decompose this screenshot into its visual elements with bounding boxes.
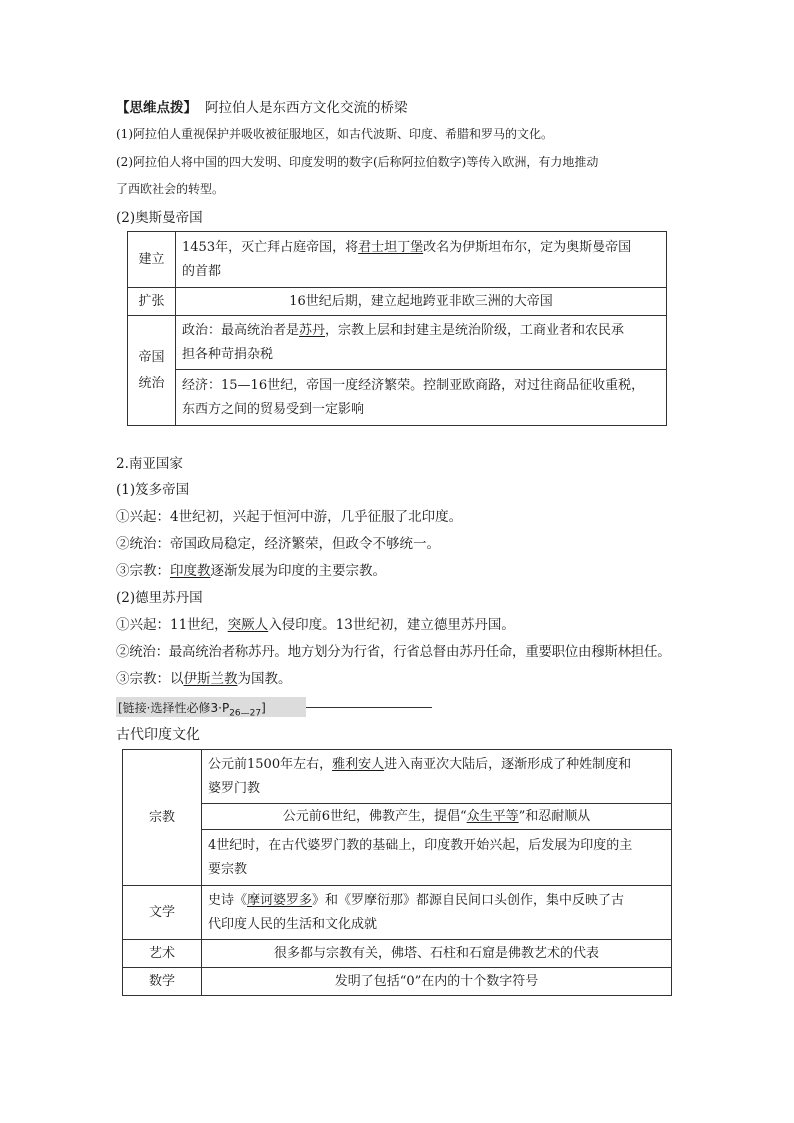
gupta-heading: (1)笈多帝国 (116, 482, 190, 498)
economy-text-b: 东西方之间的贸易受到一定影响 (182, 401, 365, 417)
table-row (128, 370, 667, 426)
table-row (128, 288, 667, 316)
delhi-rise-b: 入侵印度。13世纪初，建立德里苏丹国。 (268, 617, 515, 633)
table-row (123, 968, 672, 996)
table-row (123, 750, 672, 804)
establish-label: 建立 (128, 232, 176, 288)
gupta-rise: ①兴起：4世纪初，兴起于恒河中游，几乎征服了北印度。 (116, 509, 463, 525)
south-asia-heading: 2.南亚国家 (116, 456, 183, 472)
gupta-religion (116, 559, 386, 579)
religion-3-b: 要宗教 (208, 861, 248, 877)
politics-text-a: 政治：最高统治者是 (182, 322, 300, 338)
economy-cell (176, 370, 667, 426)
religion-cell-1 (202, 750, 672, 804)
ottoman-table (127, 231, 667, 426)
table-row (123, 830, 672, 886)
table-row (128, 232, 667, 288)
india-culture-table (122, 749, 672, 996)
rule-label-2: 统治 (138, 375, 165, 391)
literature-c: 代印度人民的生活和文化成就 (208, 916, 378, 932)
table-row (128, 316, 667, 370)
link-label-text: [链接·选择性必修3·P (118, 701, 230, 715)
delhi-rise-turks: 突厥人 (227, 617, 269, 633)
establish-text-c: 的首都 (182, 263, 222, 279)
religion-1-aryan: 雅利安人 (332, 756, 385, 772)
art-label: 艺术 (123, 940, 202, 968)
literature-mahabharata: 摩诃婆罗多 (247, 892, 313, 908)
politics-cell (176, 316, 667, 370)
religion-1-c: 婆罗门教 (208, 780, 261, 796)
art-text: 很多都与宗教有关，佛塔、石柱和石窟是佛教艺术的代表 (202, 940, 672, 968)
literature-cell (202, 886, 672, 940)
table-row (123, 886, 672, 940)
thinking-paragraph-2b: 了西欧社会的转型。 (116, 182, 225, 196)
establish-cell (176, 232, 667, 288)
religion-1-a: 公元前1500年左右， (208, 756, 333, 772)
link-label (118, 699, 266, 718)
gupta-religion-a: ③宗教： (116, 563, 170, 579)
delhi-rise-a: ①兴起：11世纪， (116, 617, 228, 633)
thinking-paragraph-1: (1)阿拉伯人重视保护并吸收被征服地区，如古代波斯、印度、希腊和罗马的文化。 (116, 127, 554, 141)
establish-text-a: 1453年，灭亡拜占庭帝国，将 (182, 239, 359, 255)
establish-city: 君士坦丁堡 (358, 239, 424, 255)
delhi-heading: (2)德里苏丹国 (116, 590, 203, 606)
politics-text-c: 担各种苛捐杂税 (182, 346, 274, 362)
delhi-rule: ②统治：最高统治者称苏丹。地方划分为行省，行省总督由苏丹任命，重要职位由穆斯林担任。 (116, 644, 671, 660)
religion-3-a: 4世纪时，在古代婆罗门教的基础上，印度教开始兴起，后发展为印度的主 (208, 837, 633, 853)
delhi-religion (116, 667, 292, 687)
math-label: 数学 (123, 968, 202, 996)
link-close: ] (261, 701, 266, 715)
delhi-religion-b: 为国教。 (237, 671, 292, 687)
link-divider (306, 707, 432, 708)
expand-text: 16世纪后期，建立起地跨亚非欧三洲的大帝国 (176, 288, 667, 316)
establish-text-b: 改名为伊斯坦布尔，定为奥斯曼帝国 (423, 239, 632, 255)
thinking-paragraph-2a: (2)阿拉伯人将中国的四大发明、印度发明的数字(后称阿拉伯数字)等传入欧洲，有力地推动 (116, 155, 599, 169)
rule-label-1: 帝国 (138, 349, 165, 365)
thinking-heading (116, 96, 408, 116)
link-pages: 26—27 (229, 708, 262, 719)
india-culture-title: 古代印度文化 (116, 727, 200, 743)
delhi-rise (116, 613, 515, 633)
religion-2-b: ”和忍耐顺从 (518, 808, 591, 824)
religion-cell-2 (202, 804, 672, 830)
religion-label: 宗教 (123, 750, 202, 886)
literature-b: 》和《罗摩衍那》都源自民间口头创作，集中反映了古 (312, 892, 625, 908)
politics-text-b: ，宗教上层和封建主是统治阶级，工商业者和农民承 (325, 322, 625, 338)
religion-2-equal: 众生平等 (466, 808, 519, 824)
gupta-religion-hindu: 印度教 (170, 563, 211, 579)
literature-a: 史诗《 (208, 892, 248, 908)
table-row (123, 940, 672, 968)
thinking-tag: 【思维点拨】 (116, 100, 197, 116)
religion-cell-3 (202, 830, 672, 886)
delhi-religion-a: ③宗教：以 (116, 671, 184, 687)
math-text: 发明了包括“0”在内的十个数字符号 (202, 968, 672, 996)
gupta-rule: ②统治：帝国政局稳定，经济繁荣，但政令不够统一。 (116, 536, 440, 552)
delhi-religion-islam: 伊斯兰教 (183, 671, 238, 687)
expand-label: 扩张 (128, 288, 176, 316)
gupta-religion-b: 逐渐发展为印度的主要宗教。 (210, 563, 386, 579)
economy-text-a: 经济：15—16世纪，帝国一度经济繁荣。控制亚欧商路，对过往商品征收重税， (182, 377, 645, 393)
politics-sultan: 苏丹 (299, 322, 326, 338)
religion-1-b: 进入南亚次大陆后，逐渐形成了种姓制度和 (384, 756, 632, 772)
religion-2-a: 公元前6世纪，佛教产生，提倡“ (282, 808, 467, 824)
ottoman-heading: (2)奥斯曼帝国 (116, 210, 203, 226)
rule-label (128, 316, 176, 426)
thinking-title: 阿拉伯人是东西方文化交流的桥梁 (205, 100, 408, 116)
table-row (123, 804, 672, 830)
literature-label: 文学 (123, 886, 202, 940)
